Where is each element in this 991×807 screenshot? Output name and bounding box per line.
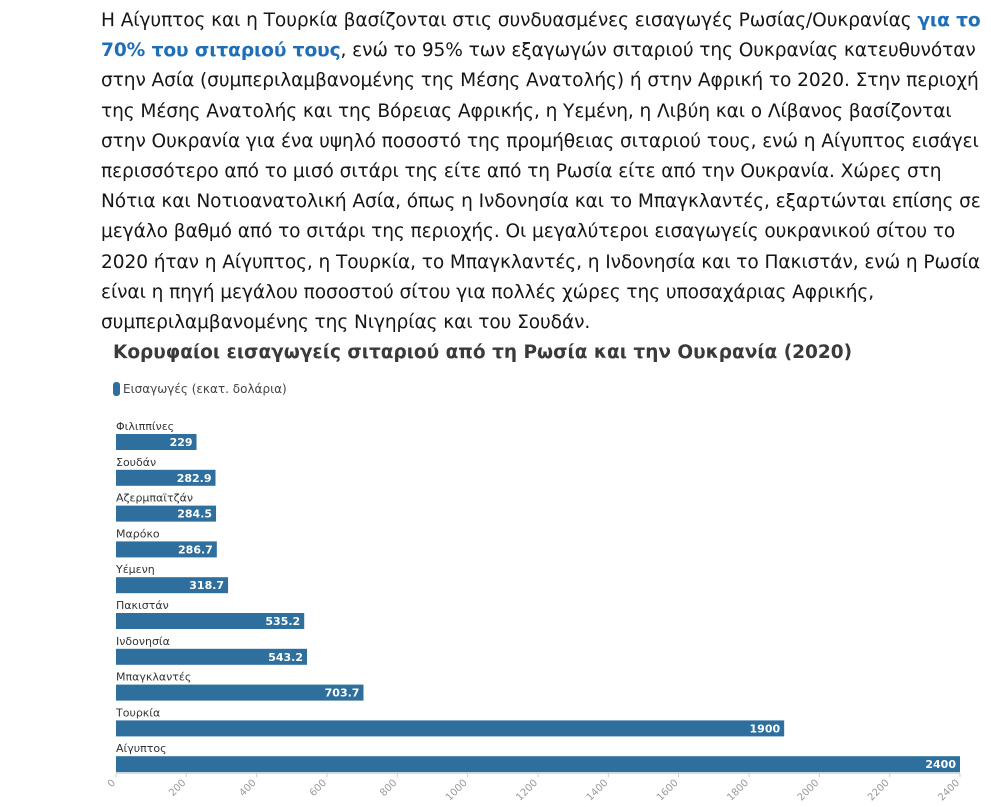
bar-value-label: 282.9 [176,471,212,485]
x-tick-label: 800 [378,777,400,799]
x-tick-label: 1400 [584,777,611,804]
chart-title: Κορυφαίοι εισαγωγείς σιταριού από τη Ρωσία και την Ουκρανία (2020) [113,342,853,363]
bar-value-label: 286.7 [178,543,213,557]
x-tick-label: 0 [105,777,119,790]
wheat-imports-link[interactable]: για το 70% του σιταριού τους [101,10,981,62]
category-label: Μπαγκλαντές [116,670,192,684]
category-label: Μαρόκο [116,527,160,541]
x-tick-label: 1800 [725,777,752,804]
x-tick-label: 1600 [655,777,681,804]
bar-value-label: 284.5 [177,507,213,521]
x-tick-label: 1200 [514,777,541,804]
category-label: Αζερμπαϊτζάν [116,491,194,505]
category-label: Σουδάν [116,455,157,469]
bar-value-label: 1900 [749,722,781,736]
bar-value-label: 2400 [925,758,956,772]
category-label: Ινδονησία [116,634,170,648]
x-tick-label: 600 [307,777,330,799]
bar [116,720,784,736]
category-label: Αίγυπτος [116,742,167,756]
bar-value-label: 229 [169,436,193,449]
x-tick-label: 2400 [936,777,963,804]
article-text-rest: , ενώ το 95% των εξαγωγών σιταριού της Ουκρανίας κατευθυνόταν στην Ασία (συμπεριλαμβανομένης της Μέσης Ανατολής) ή στην Αφρική το 2020. Στην περιοχή της Μέσης Ανατολής και της Βόρειας Αφρικής, η Υεμένη, η Λιβύη και ο Λίβανος βασίζονται στην Ουκρανία για ένα υψηλό ποσοστό της προμήθειας σιταριού τους, ενώ η Αίγυπτος εισάγει περισσότερο από το μισό σιτάρι της είτε από τη Ρωσία είτε από την Ουκρανία. Χώρες στη Νότια και Νοτιοανατολική Ασία, όπως η Ινδονησία και το Μπαγκλαντές, εξαρτώνται επίσης σε μεγάλο βαθμό από το σιτάρι της περιοχής. Οι μεγαλύτεροι εισαγωγείς ουκρανικού σίτου το 2020 ήταν η Αίγυπτος, η Τουρκία, το Μπαγκλαντές, η Ινδονησία και το Πακιστάν, ενώ η Ρωσία είναι η πηγή μεγάλου ποσοστού σίτου για πολλές χώρες της υποσαχάριας Αφρικής, συμπεριλαμβανομένης της Νιγηρίας και του Σουδάν. [101,40,981,334]
bar-value-label: 543.2 [268,650,304,664]
legend-label: Εισαγωγές (εκατ. δολάρια) [123,382,287,396]
x-tick-label: 2200 [866,777,892,804]
x-tick-label: 1000 [444,777,470,804]
x-tick-label: 400 [237,777,259,799]
bar-value-label: 703.7 [324,686,360,700]
bar-value-label: 318.7 [189,579,225,593]
category-label: Τουρκία [116,706,161,720]
category-label: Φιλιππίνες [116,420,175,433]
bar [116,756,960,772]
bar-value-label: 535.2 [265,615,301,628]
category-label: Υέμενη [116,563,155,577]
article-text-start: Η Αίγυπτος και η Τουρκία βασίζονται στις συνδυασμένες εισαγωγές Ρωσίας/Ουκρανίας [101,10,918,31]
x-tick-label: 2000 [795,777,822,804]
category-label: Πακιστάν [116,599,169,612]
x-tick-label: 200 [167,777,189,799]
